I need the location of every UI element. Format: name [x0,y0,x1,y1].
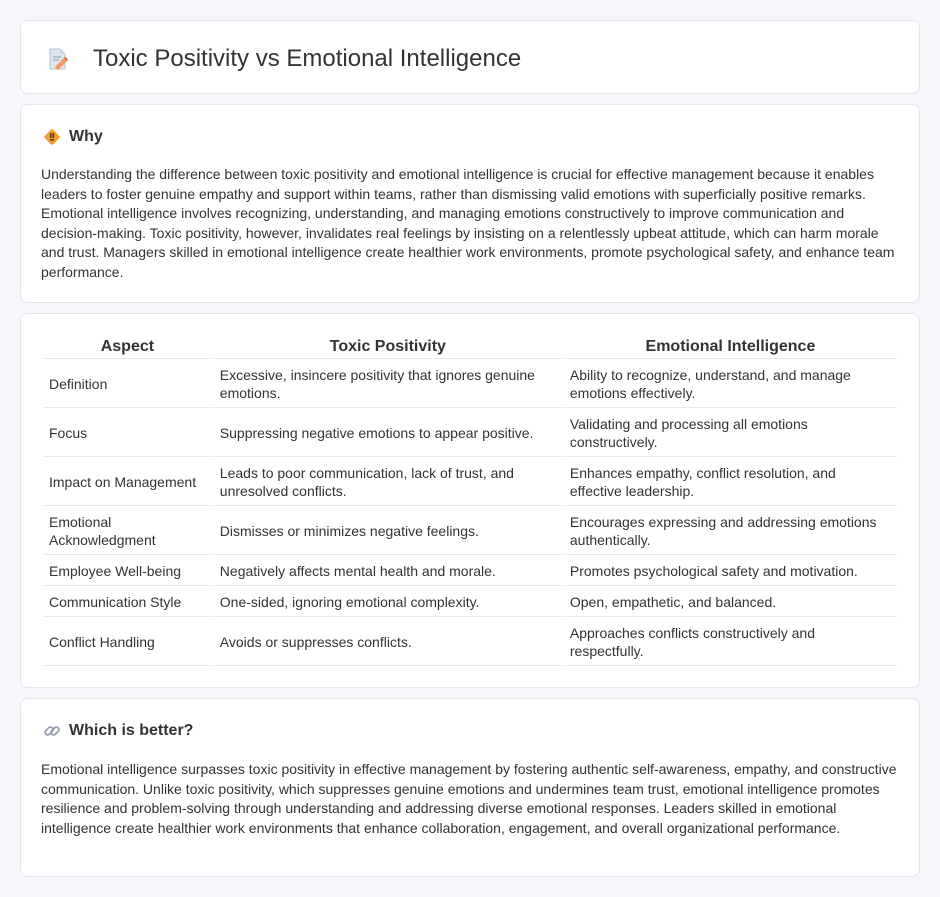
aspect-cell: Emotional Acknowledgment [43,508,212,555]
aspect-cell: Communication Style [43,588,212,617]
comparison-table [41,333,899,668]
header-emotional-intelligence: Emotional Intelligence [564,335,897,359]
table-row [43,619,897,666]
better-title: Which is better? [69,722,194,739]
ei-cell: Encourages expressing and addressing emotions authentically. [564,508,897,555]
header-toxic-positivity: Toxic Positivity [214,335,562,359]
table-row [43,588,897,617]
page-title: Toxic Positivity vs Emotional Intelligence [93,45,522,72]
aspect-cell: Conflict Handling [43,619,212,666]
ei-cell: Approaches conflicts constructively and respectfully. [564,619,897,666]
header-aspect: Aspect [43,335,212,359]
aspect-cell: Impact on Management [43,459,212,506]
why-header [43,127,103,147]
toxic-cell: Leads to poor communication, lack of trust, and unresolved conflicts. [214,459,562,506]
ei-cell: Ability to recognize, understand, and manage emotions effectively. [564,361,897,408]
toxic-cell: Suppressing negative emotions to appear positive. [214,410,562,457]
better-body: Emotional intelligence surpasses toxic positivity in effective management by fostering authentic self-awareness, empathy, and constructive communication. Unlike toxic positivity, which suppresses genuine emotions and undermines team trust, emotional intelligence promotes resilience and problem-solving through understanding and addressing diverse emotional responses. Leaders skilled in emotional intelligence create healthier work environments that enhance collaboration, engagement, and overall organizational performance. [41,761,897,836]
table-row [43,361,897,408]
comparison-card [20,313,920,688]
toxic-cell: Avoids or suppresses conflicts. [214,619,562,666]
toxic-cell: One-sided, ignoring emotional complexity. [214,588,562,617]
why-title: Why [69,128,103,145]
better-card [20,698,920,877]
table-row [43,459,897,506]
ei-cell: Open, empathetic, and balanced. [564,588,897,617]
ei-cell: Validating and processing all emotions constructively. [564,410,897,457]
link-icon [43,722,61,740]
table-header-row [43,335,897,359]
table-row [43,410,897,457]
ei-cell: Promotes psychological safety and motivation. [564,557,897,586]
ei-cell: Enhances empathy, conflict resolution, and effective leadership. [564,459,897,506]
aspect-cell: Definition [43,361,212,408]
toxic-cell: Negatively affects mental health and morale. [214,557,562,586]
title-row [47,45,521,73]
why-card [20,104,920,303]
aspect-cell: Focus [43,410,212,457]
aspect-cell: Employee Well-being [43,557,212,586]
toxic-cell: Excessive, insincere positivity that ignores genuine emotions. [214,361,562,408]
title-card [20,20,920,94]
diamond-warning-icon [43,128,61,146]
why-body: Understanding the difference between toxic positivity and emotional intelligence is crucial for effective management because it enables leaders to foster genuine empathy and support within teams, rather than dismissing valid emotions with superficially positive remarks. Emotional intelligence involves recognizing, understanding, and managing emotions constructively to improve communication and decision-making. Toxic positivity, however, invalidates real feelings by insisting on a relentlessly upbeat attitude, which can harm morale and trust. Managers skilled in emotional intelligence create healthier work environments, promote psychological safety, and enhance team performance. [41,166,895,280]
toxic-cell: Dismisses or minimizes negative feelings. [214,508,562,555]
table-row [43,508,897,555]
better-header [43,721,193,741]
table-row [43,557,897,586]
document-pencil-icon [47,47,69,71]
